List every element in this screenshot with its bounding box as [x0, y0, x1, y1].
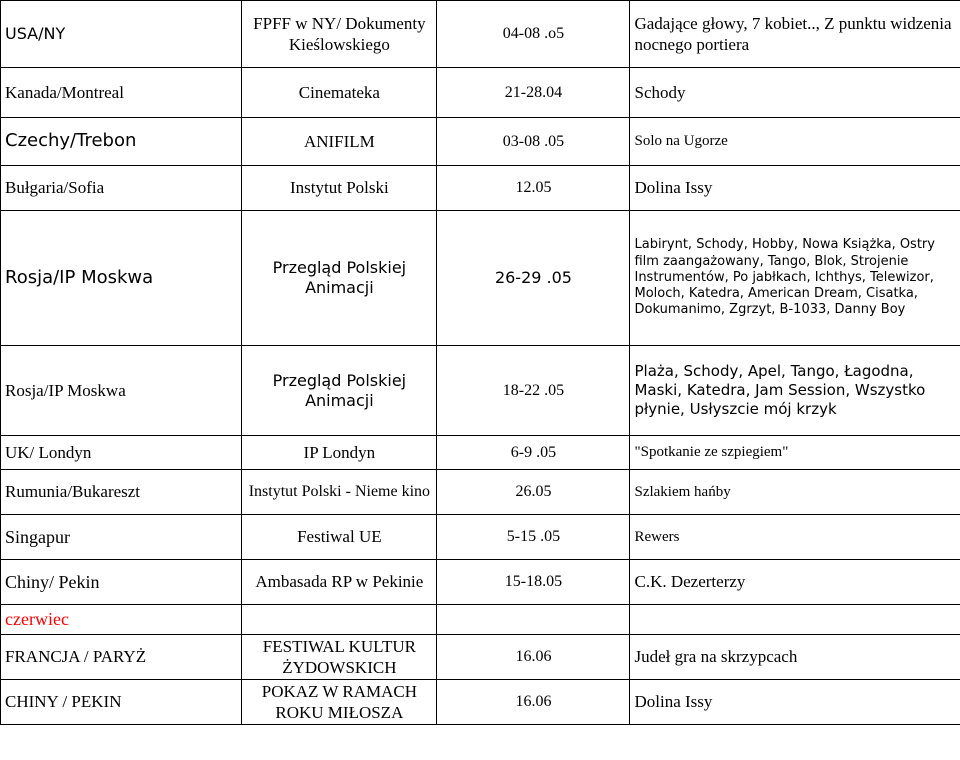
venue-cell: Instytut Polski - Nieme kino — [242, 470, 437, 515]
date-cell: 16.06 — [437, 635, 630, 680]
films-cell: Szlakiem hańby — [630, 470, 960, 515]
venue-cell: FPFF w NY/ Dokumenty Kieślowskiego — [242, 1, 437, 68]
films-cell: Plaża, Schody, Apel, Tango, Łagodna, Maski, Katedra, Jam Session, Wszystko płynie, Usłyszcie mój krzyk — [630, 346, 960, 436]
date-cell: 04-08 .o5 — [437, 1, 630, 68]
place-cell: Chiny/ Pekin — [1, 560, 242, 605]
venue-cell: IP Londyn — [242, 436, 437, 470]
venue-cell: Instytut Polski — [242, 166, 437, 211]
venue-cell: ANIFILM — [242, 118, 437, 166]
month-label: czerwiec — [1, 605, 242, 635]
place-cell: Czechy/Trebon — [1, 118, 242, 166]
films-cell: "Spotkanie ze szpiegiem" — [630, 436, 960, 470]
films-cell: Dolina Issy — [630, 166, 960, 211]
venue-cell: POKAZ W RAMACH ROKU MIŁOSZA — [242, 680, 437, 725]
date-cell: 26-29 .05 — [437, 211, 630, 346]
date-cell: 16.06 — [437, 680, 630, 725]
place-cell: CHINY / PEKIN — [1, 680, 242, 725]
date-cell: 15-18.05 — [437, 560, 630, 605]
place-cell: Bułgaria/Sofia — [1, 166, 242, 211]
month-row — [1, 605, 960, 635]
venue-cell: Ambasada RP w Pekinie — [242, 560, 437, 605]
films-cell: C.K. Dezerterzy — [630, 560, 960, 605]
table-row — [1, 166, 960, 211]
venue-cell: FESTIWAL KULTUR ŻYDOWSKICH — [242, 635, 437, 680]
table-row — [1, 680, 960, 725]
date-cell: 21-28.04 — [437, 68, 630, 118]
films-cell: Rewers — [630, 515, 960, 560]
empty-cell — [242, 605, 437, 635]
table-row — [1, 211, 960, 346]
table-row — [1, 68, 960, 118]
films-cell: Gadające głowy, 7 kobiet.., Z punktu widzenia nocnego portiera — [630, 1, 960, 68]
table-row — [1, 470, 960, 515]
table-row — [1, 118, 960, 166]
table-row — [1, 515, 960, 560]
table-row — [1, 1, 960, 68]
place-cell: Rosja/IP Moskwa — [1, 346, 242, 436]
films-cell: Schody — [630, 68, 960, 118]
table-row — [1, 346, 960, 436]
place-cell: Rosja/IP Moskwa — [1, 211, 242, 346]
place-cell: Rumunia/Bukareszt — [1, 470, 242, 515]
venue-cell: Festiwal UE — [242, 515, 437, 560]
films-cell: Solo na Ugorze — [630, 118, 960, 166]
empty-cell — [630, 605, 960, 635]
date-cell: 12.05 — [437, 166, 630, 211]
films-cell: Judeł gra na skrzypcach — [630, 635, 960, 680]
films-cell: Dolina Issy — [630, 680, 960, 725]
table-row — [1, 635, 960, 680]
venue-cell: Przegląd Polskiej Animacji — [242, 346, 437, 436]
date-cell: 18-22 .05 — [437, 346, 630, 436]
date-cell: 5-15 .05 — [437, 515, 630, 560]
place-cell: UK/ Londyn — [1, 436, 242, 470]
table-row — [1, 436, 960, 470]
place-cell: FRANCJA / PARYŻ — [1, 635, 242, 680]
date-cell: 6-9 .05 — [437, 436, 630, 470]
empty-cell — [437, 605, 630, 635]
venue-cell: Cinemateka — [242, 68, 437, 118]
films-cell: Labirynt, Schody, Hobby, Nowa Książka, Ostry film zaangażowany, Tango, Blok, Strojenie Instrumentów, Po jabłkach, Ichthys, Telewizor, Moloch, Katedra, American Dream, Cisatka, Dokumanimo, Zgrzyt, B-1033, Danny Boy — [630, 211, 960, 346]
place-cell: Singapur — [1, 515, 242, 560]
venue-cell: Przegląd Polskiej Animacji — [242, 211, 437, 346]
place-cell: Kanada/Montreal — [1, 68, 242, 118]
place-cell: USA/NY — [1, 1, 242, 68]
date-cell: 26.05 — [437, 470, 630, 515]
date-cell: 03-08 .05 — [437, 118, 630, 166]
table-row — [1, 560, 960, 605]
